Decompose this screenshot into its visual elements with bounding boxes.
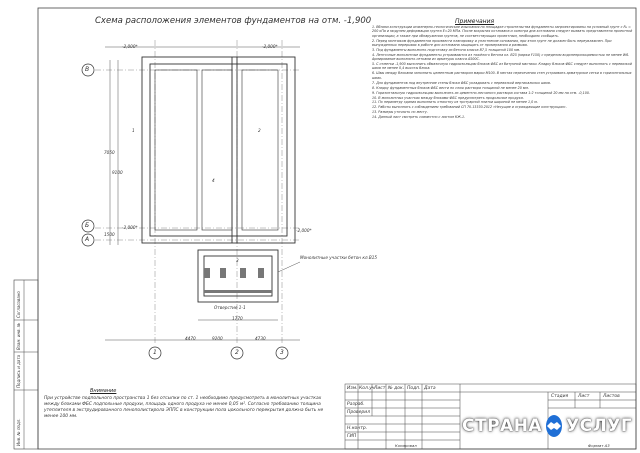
- dimension-text: 9100: [112, 170, 123, 175]
- attention-text: При устройстве подпольного пространства 1 без отсыпки по ст. 1 необходимо предусмотреть в монолитных участках между блоками ФБС подпольные продухи, площадь одного продуха не менее 0,05 м². Согласно требованию толщина утеплителя в экструдированного пенополистирола ЭППС в конструкции пола цокольного перекрытия должна быть не менее 100 мм.: [44, 396, 324, 419]
- tb-gip: ГИП: [347, 434, 357, 439]
- fbs-label: 3: [236, 258, 239, 263]
- level-mark: -2,000*: [296, 228, 312, 233]
- side-label: Взам. инв. №: [16, 322, 21, 350]
- dimension-text: 7050: [104, 150, 115, 155]
- tb-kopiroval: Копировал: [395, 443, 417, 448]
- tb-izm: Изм.: [347, 386, 358, 391]
- tb-kol: Кол.уч: [359, 386, 375, 391]
- tb-list2: Лист: [578, 394, 590, 399]
- note-item: 8. Кладку фундаментных блоков ФБС вести по слою раствора толщиной не менее 20 мм.: [372, 85, 529, 90]
- tb-data: Дата: [424, 386, 436, 391]
- axis-markers: [82, 64, 288, 359]
- opening-note: Отверстие 1-1: [214, 305, 246, 310]
- monolith-blocks: [204, 268, 272, 293]
- fbs-label: 4: [212, 178, 215, 183]
- watermark-right: УСЛУГ: [566, 416, 633, 436]
- side-label: Подпись и дата: [16, 354, 21, 388]
- axis-label-b: Б: [85, 222, 90, 229]
- handshake-icon: [546, 415, 562, 437]
- watermark-left: СТРАНА: [462, 416, 543, 436]
- level-mark: -2,000*: [122, 44, 138, 49]
- axis-label-1: 1: [153, 349, 157, 356]
- notes-list: [372, 25, 634, 120]
- axis-label-2: 2: [235, 349, 239, 356]
- note-item: 6. Швы между блоками заполнить цементным раствором марки М100. В местах пересечения стен устраивать арматурные сетки в горизонтальных швах.: [372, 71, 632, 80]
- note-item: 7. Для фундаментов под внутренние стены блоки ФБС укладывать с перевязкой вертикальных швов.: [372, 80, 551, 85]
- dimension-text: 1770: [232, 316, 243, 321]
- monolith-label: Монолитные участки бетон кл.В15: [300, 255, 378, 260]
- tb-nkontr: Н.контр.: [347, 426, 368, 431]
- axis-label-v: В: [85, 66, 90, 73]
- note-item: 9. Горизонтальную гидроизоляцию выполнить из цементно-песчаного раствора состава 1:2 толщиной 20 мм на отм. -0,100.: [372, 90, 591, 95]
- tb-listov: Листов: [603, 394, 620, 399]
- watermark: [462, 408, 632, 444]
- dimension-text: 4730: [255, 336, 266, 341]
- drawing-title: Схема расположения элементов фундаментов на отм. -1,900: [95, 16, 372, 26]
- level-mark: -2,000*: [262, 44, 278, 49]
- note-item: 10. В монолитных участках между блоками ФБС предусмотреть продольные продухи.: [372, 95, 524, 100]
- axis-lines: [95, 40, 300, 345]
- note-item: 13. Размеры уточнить по месту.: [372, 110, 428, 115]
- axis-label-a: А: [85, 236, 90, 243]
- note-item: 11. По периметру здания выполнить отмостку из тротуарной плитки шириной не менее 1,0 м.: [372, 100, 538, 105]
- notes-heading: Примечания: [455, 18, 495, 25]
- dimension-text: 9200: [212, 336, 223, 341]
- note-item: 14. Данный лист смотреть совместно с листом КЖ-1.: [372, 115, 466, 120]
- dimension-text: 1500: [104, 232, 115, 237]
- tb-ndok: № док.: [388, 386, 405, 391]
- axis-label-3: 3: [280, 349, 284, 356]
- note-item: 3. Под фундаменты выполнить подготовку из бетона класса В7,5 толщиной 100 мм.: [372, 47, 521, 52]
- note-item: 2. Перед монтажом фундаментов произвести планировку и уплотнение основания, при этом грунт не должен быть переувлажнен. При вынужденных перерывах в работе дно котлована защищать от промерзания и размыва.: [372, 38, 612, 47]
- side-label: Согласовано: [16, 291, 21, 318]
- fbs-label: 2: [258, 128, 261, 133]
- attention-heading: Внимание: [90, 388, 117, 394]
- tb-format: Формат А3: [588, 443, 610, 448]
- tb-razrab: Разраб.: [347, 402, 365, 407]
- tb-proveril: Проверил: [347, 410, 371, 415]
- tb-stadiya: Стадия: [551, 394, 569, 399]
- note-item: 4. Ленточные монолитные фундаменты устраиваются из тяжёлого бетона кл. В25 (марки F150) с пределом водонепроницаемостью не менее W6. Армирование выполнить сетками из арматуры класса А500С.: [372, 52, 630, 62]
- fbs-label: 1: [132, 128, 135, 133]
- note-item: 1. Вблизи конструкции инженерно-геологические изыскания по площадке строительства фундаменты запроектированы на условный грунт с R₀ = 200 кПа и модулем деформации грунта Е=20 МПа. После вскрытия котлована и осмотра дна котлована следует вызвать представителя проектной организации, а также при обнаружении грунтов, не соответствующих проектным, необходимо сообщить.: [372, 25, 633, 38]
- note-item: 5. С отметки -1,900 выполнить обмазочную гидроизоляцию блоков ФБС из битумной мастики. Кладку блоков ФБС следует выполнять с перевязкой швов не менее 0,4 высоты блока.: [372, 62, 632, 71]
- side-label: Инв. № подл.: [16, 418, 21, 446]
- note-item: 12. Работы выполнять с соблюдением требований СП 70.13330.2012 «Несущие и ограждающие конструкции».: [372, 105, 567, 110]
- tb-podp: Подп.: [407, 386, 421, 391]
- foundation-plan: [142, 57, 295, 302]
- level-mark: -2,000*: [122, 225, 138, 230]
- dimension-text: 4470: [185, 336, 196, 341]
- tb-list: Лист: [374, 386, 386, 391]
